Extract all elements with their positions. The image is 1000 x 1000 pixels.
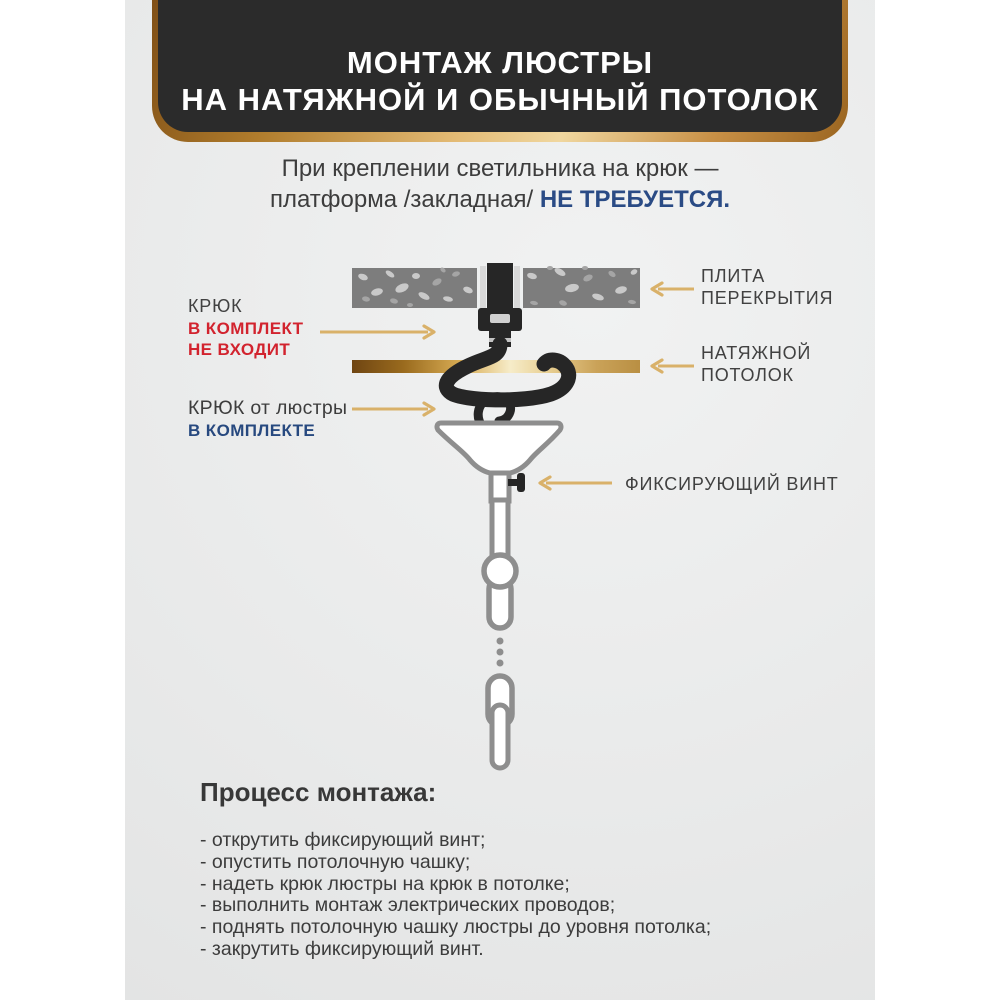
process-step: - выполнить монтаж электрических проводов; bbox=[200, 894, 616, 917]
subtitle-line2-emphasis: НЕ ТРЕБУЕТСЯ. bbox=[539, 186, 731, 213]
subtitle-line2-regular: платформа /закладная/ bbox=[269, 186, 540, 213]
process-step: - опустить потолочную чашку; bbox=[200, 850, 471, 873]
label-chandelier-hook-line1: КРЮК от люстры bbox=[188, 397, 348, 419]
label-hook-not-included-line1: КРЮК bbox=[188, 296, 243, 316]
process-step: - поднять потолочную чашку люстры до уровня потолка; bbox=[200, 916, 712, 939]
label-stretch-ceiling-line2: ПОТОЛОК bbox=[701, 364, 794, 385]
label-slab-line2: ПЕРЕКРЫТИЯ bbox=[701, 287, 834, 308]
chain-rod-lower bbox=[492, 705, 508, 768]
suspension-rod bbox=[492, 500, 508, 558]
arrow-right-icon bbox=[350, 401, 438, 417]
process-step: - закрутить фиксирующий винт. bbox=[200, 937, 484, 960]
subtitle-line2 bbox=[125, 184, 875, 215]
label-hook-not-included bbox=[188, 296, 303, 361]
subtitle-line1: При креплении светильника на крюк — bbox=[281, 155, 719, 182]
page-title-line2: НА НАТЯЖНОЙ И ОБЫЧНЫЙ ПОТОЛОК bbox=[181, 82, 819, 117]
label-fixing-screw-text: ФИКСИРУЮЩИЙ ВИНТ bbox=[625, 474, 839, 494]
arrow-left-icon bbox=[536, 475, 614, 491]
label-slab bbox=[701, 266, 833, 309]
header-banner bbox=[158, 0, 842, 132]
label-chandelier-hook-line2: В КОМПЛЕКТЕ bbox=[188, 421, 316, 440]
continuation-dots bbox=[497, 638, 504, 667]
arrow-left-icon bbox=[648, 281, 696, 297]
subtitle bbox=[125, 153, 875, 215]
process-step: - надеть крюк люстры на крюк в потолке; bbox=[200, 872, 570, 895]
arrow-right-icon bbox=[318, 324, 438, 340]
label-stretch-ceiling bbox=[701, 343, 811, 386]
page-title-line1: МОНТАЖ ЛЮСТРЫ bbox=[346, 45, 654, 80]
process-list bbox=[200, 830, 711, 961]
label-chandelier-hook bbox=[188, 396, 347, 442]
label-hook-not-included-line3: НЕ ВХОДИТ bbox=[188, 340, 291, 359]
label-hook-not-included-line2: В КОМПЛЕКТ bbox=[188, 318, 304, 338]
label-fixing-screw bbox=[625, 474, 839, 496]
process-step: - открутить фиксирующий винт; bbox=[200, 829, 486, 851]
label-stretch-ceiling-line1: НАТЯЖНОЙ bbox=[701, 343, 812, 363]
anchor-bolt bbox=[477, 263, 523, 310]
chain-ball bbox=[484, 555, 516, 587]
label-slab-line1: ПЛИТА bbox=[701, 266, 766, 286]
arrow-left-icon bbox=[648, 358, 696, 374]
process-heading: Процесс монтажа: bbox=[200, 777, 437, 807]
